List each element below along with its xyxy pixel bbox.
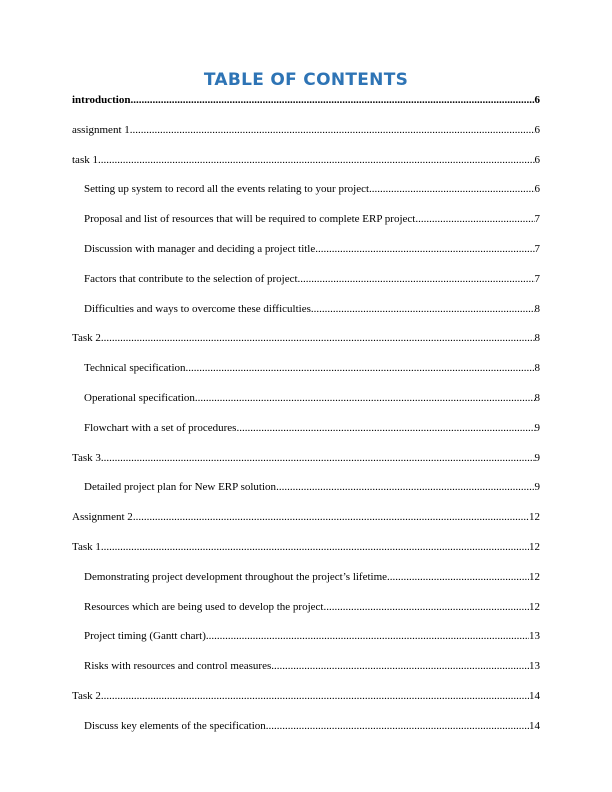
- toc-entry-label: Discussion with manager and deciding a project title: [84, 242, 316, 255]
- toc-entry-page-number: 13: [529, 630, 540, 643]
- toc-entry-page-number: 8: [534, 302, 540, 315]
- toc-dot-leader: [266, 719, 529, 733]
- toc-dot-leader: [236, 421, 534, 435]
- toc-entry-page-number: 12: [529, 600, 540, 613]
- toc-entry-page-number: 6: [534, 94, 540, 106]
- toc-dot-leader: [101, 331, 535, 345]
- toc-entry[interactable]: [72, 301, 540, 331]
- toc-entry-label: Task 2: [72, 689, 101, 702]
- toc-entry-label: introduction: [72, 94, 131, 106]
- toc-dot-leader: [369, 182, 534, 196]
- toc-dot-leader: [130, 93, 534, 107]
- toc-entry-label: assignment 1: [72, 123, 130, 136]
- toc-entry-label: Resources which are being used to develop the project: [84, 600, 324, 613]
- toc-entry-label: Risks with resources and control measures: [84, 660, 272, 673]
- toc-entry-page-number: 9: [534, 481, 540, 494]
- toc-entry[interactable]: [72, 181, 540, 211]
- toc-dot-leader: [101, 689, 529, 703]
- toc-entry-page-number: 7: [534, 242, 540, 255]
- toc-entry-label: Task 2: [72, 332, 101, 345]
- toc-dot-leader: [276, 480, 534, 494]
- toc-entry[interactable]: [72, 390, 540, 420]
- toc-entry[interactable]: [72, 450, 540, 480]
- toc-entry[interactable]: [72, 211, 540, 241]
- toc-entry[interactable]: [72, 479, 540, 509]
- toc-dot-leader: [271, 659, 529, 673]
- toc-entry-label: Detailed project plan for New ERP solution: [84, 481, 277, 494]
- toc-dot-leader: [298, 272, 535, 286]
- toc-entry-label: task 1: [72, 153, 98, 166]
- toc-entry-page-number: 6: [534, 183, 540, 196]
- toc-dot-leader: [133, 510, 529, 524]
- toc-entry-page-number: 7: [534, 213, 540, 226]
- toc-entry-label: Task 3: [72, 451, 101, 464]
- toc-entry-page-number: 14: [529, 689, 540, 702]
- toc-entry-page-number: 14: [529, 719, 540, 732]
- toc-entry[interactable]: [72, 539, 540, 569]
- toc-entry-page-number: 6: [534, 153, 540, 166]
- toc-entry-page-number: 13: [529, 660, 540, 673]
- toc-entry[interactable]: [72, 92, 540, 122]
- toc-entry-label: Assignment 2: [72, 511, 133, 524]
- toc-entry-label: Setting up system to record all the events relating to your project: [84, 183, 370, 196]
- toc-dot-leader: [315, 242, 534, 256]
- toc-dot-leader: [186, 361, 535, 375]
- toc-entry-page-number: 7: [534, 272, 540, 285]
- toc-entry-page-number: 8: [534, 391, 540, 404]
- toc-dot-leader: [206, 629, 529, 643]
- toc-entry[interactable]: [72, 330, 540, 360]
- toc-entry-page-number: 6: [534, 123, 540, 136]
- toc-entry[interactable]: [72, 658, 540, 688]
- toc-entry-label: Task 1: [72, 540, 101, 553]
- toc-entry-label: Flowchart with a set of procedures: [84, 421, 237, 434]
- toc-entry-label: Technical specification: [84, 362, 186, 375]
- toc-entry-page-number: 9: [534, 421, 540, 434]
- toc-entry-page-number: 12: [529, 570, 540, 583]
- toc-title: TABLE OF CONTENTS: [203, 70, 409, 90]
- toc-dot-leader: [323, 600, 529, 614]
- toc-entry-label: Project timing (Gantt chart): [84, 630, 206, 643]
- toc-entry[interactable]: [72, 628, 540, 658]
- toc-entry[interactable]: [72, 718, 540, 748]
- toc-dot-leader: [387, 570, 529, 584]
- toc-entry-page-number: 12: [529, 540, 540, 553]
- toc-entry-label: Operational specification: [84, 391, 195, 404]
- toc-entry[interactable]: [72, 569, 540, 599]
- toc-entry-page-number: 8: [534, 362, 540, 375]
- toc-dot-leader: [98, 153, 535, 167]
- toc-entry[interactable]: [72, 599, 540, 629]
- toc-entry-label: Difficulties and ways to overcome these difficulties: [84, 302, 311, 315]
- toc-entry-page-number: 12: [529, 511, 540, 524]
- toc-list: [72, 92, 540, 748]
- toc-entry-label: Demonstrating project development throughout the project’s lifetime: [84, 570, 388, 583]
- toc-entry-label: Discuss key elements of the specification: [84, 719, 266, 732]
- toc-entry-page-number: 9: [534, 451, 540, 464]
- toc-entry[interactable]: [72, 271, 540, 301]
- toc-entry[interactable]: [72, 420, 540, 450]
- toc-entry[interactable]: [72, 360, 540, 390]
- toc-entry[interactable]: [72, 152, 540, 182]
- toc-entry[interactable]: [72, 509, 540, 539]
- toc-entry-page-number: 8: [534, 332, 540, 345]
- toc-entry-label: Factors that contribute to the selection of project: [84, 272, 298, 285]
- toc-dot-leader: [415, 212, 534, 226]
- toc-entry-label: Proposal and list of resources that will be required to complete ERP project: [84, 213, 416, 226]
- toc-entry[interactable]: [72, 122, 540, 152]
- toc-entry[interactable]: [72, 241, 540, 271]
- toc-dot-leader: [101, 540, 529, 554]
- toc-dot-leader: [101, 451, 535, 465]
- toc-dot-leader: [130, 123, 535, 137]
- toc-dot-leader: [195, 391, 535, 405]
- toc-dot-leader: [311, 302, 535, 316]
- toc-entry[interactable]: [72, 688, 540, 718]
